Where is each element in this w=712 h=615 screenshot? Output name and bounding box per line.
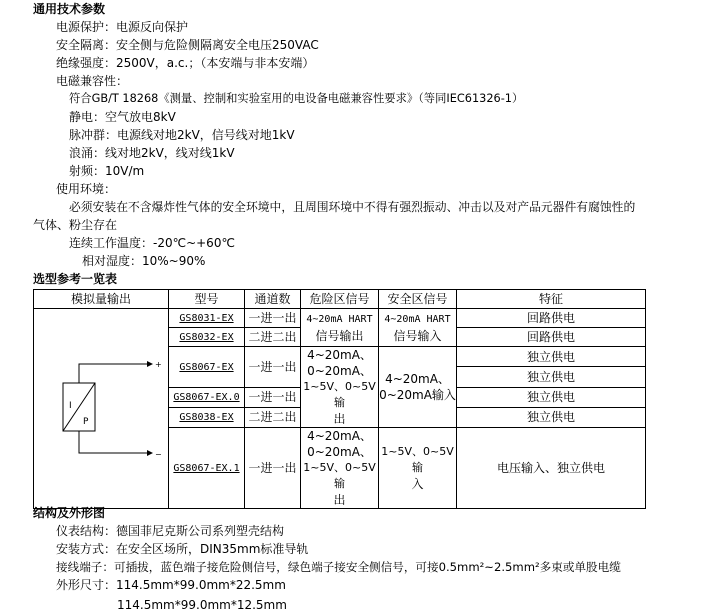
- esd-text: 静电：空气放电8kV: [69, 110, 176, 124]
- feature-cell: 电压输入、独立供电: [457, 428, 646, 509]
- model-link[interactable]: GS8032-EX: [179, 332, 234, 343]
- p-label: P: [82, 417, 88, 427]
- hazard-signal-group2: [301, 347, 379, 428]
- model-link[interactable]: GS8067-EX: [179, 361, 234, 373]
- env-desc-line2: 气体、粉尘存在: [33, 218, 118, 232]
- feature-cell: 独立供电: [457, 367, 646, 387]
- plus-sign: +: [154, 360, 162, 369]
- temperature-text: 连续工作温度：-20℃~+60℃: [69, 236, 235, 250]
- safe-signal-group3: [379, 428, 457, 509]
- model-cell: [169, 407, 245, 427]
- model-link[interactable]: GS8038-EX: [179, 412, 234, 424]
- safe-g1-line1: 4~20mA HART: [384, 313, 451, 325]
- channels-cell: 二进二出: [245, 407, 301, 427]
- hazard-g3-line2: 0~20mA、: [307, 445, 372, 459]
- size-text-1: 外形尺寸：114.5mm*99.0mm*22.5mm: [56, 578, 286, 592]
- channels-cell: 一进一出: [245, 428, 301, 509]
- header-hazard-signal: 危险区信号: [301, 290, 379, 309]
- hazard-signal-group1: [301, 309, 379, 347]
- minus-sign: −: [154, 450, 162, 459]
- section-heading-selection: 选型参考一览表: [33, 272, 118, 286]
- selection-table: [33, 289, 646, 509]
- size-text-2: 114.5mm*99.0mm*12.5mm: [117, 598, 287, 612]
- table-header-row: [34, 290, 646, 309]
- module-diagonal: [63, 383, 95, 431]
- hazard-g2-line1: 4~20mA、: [307, 348, 372, 362]
- model-cell: [169, 387, 245, 407]
- feature-cell: 独立供电: [457, 387, 646, 407]
- model-link[interactable]: GS8067-EX.0: [173, 392, 240, 404]
- i-label: I: [68, 401, 72, 411]
- model-cell: [169, 428, 245, 509]
- burst-text: 脉冲群：电源线对地2kV，信号线对地1kV: [69, 128, 295, 142]
- feature-cell: 回路供电: [457, 328, 646, 347]
- channels-cell: 二进二出: [245, 328, 301, 347]
- power-protection-text: 电源保护：电源反向保护: [56, 20, 189, 34]
- feature-cell: 独立供电: [457, 407, 646, 427]
- hazard-g2-line2: 0~20mA、: [307, 364, 372, 378]
- safe-signal-group2: [379, 347, 457, 428]
- channels-cell: 一进一出: [245, 387, 301, 407]
- model-cell: [169, 309, 245, 328]
- hazard-g3-line4: 出: [333, 493, 346, 507]
- header-model: 型号: [169, 290, 245, 309]
- emc-standard-text: 符合GB/T 18268《测量、控制和实验室用的电设备电磁兼容性要求》（等同IEC61326-1）: [69, 92, 524, 105]
- feature-cell: 独立供电: [457, 347, 646, 367]
- bottom-wire: [79, 431, 147, 453]
- wiring-text: 接线端子：可插拔，蓝色端子接危险侧信号，绿色端子接安全侧信号，可接0.5mm²~2.5mm²多束或单股电缆: [56, 560, 621, 574]
- rf-text: 射频：10V/m: [69, 164, 145, 178]
- wiring-diagram: [35, 309, 168, 504]
- humidity-text: 相对湿度：10%~90%: [82, 254, 206, 268]
- safe-g3-line2: 入: [411, 477, 424, 491]
- env-desc-line1: 必须安装在不含爆炸性气体的安全环境中，且周围环境中不得有强烈振动、冲击以及对产品元器件有腐蚀性的: [69, 200, 636, 214]
- hazard-g1-line2: 信号输出: [315, 328, 364, 343]
- top-wire: [79, 364, 147, 383]
- hazard-g2-line3: 1~5V、0~5V输: [303, 380, 376, 409]
- hazard-signal-group3: [301, 428, 379, 509]
- insulation-text: 绝缘强度：2500V，a.c.；（本安端与非本安端）: [56, 56, 315, 70]
- hazard-g3-line3: 1~5V、0~5V输: [303, 461, 376, 490]
- section-heading-structure: 结构及外形图: [33, 506, 106, 520]
- feature-cell: 回路供电: [457, 309, 646, 328]
- wiring-diagram-cell: [34, 309, 169, 509]
- header-safe-signal: 安全区信号: [379, 290, 457, 309]
- header-feature: 特征: [457, 290, 646, 309]
- housing-text: 仪表结构：德国菲尼克斯公司系列塑壳结构: [56, 524, 285, 538]
- section-heading-general: 通用技术参数: [33, 2, 106, 16]
- top-arrow: [147, 361, 153, 367]
- surge-text: 浪涌：线对地2kV，线对线1kV: [69, 146, 235, 160]
- safe-g1-line2: 信号输入: [393, 328, 442, 343]
- model-link[interactable]: GS8031-EX: [179, 313, 234, 324]
- model-cell: [169, 347, 245, 388]
- channels-cell: 一进一出: [245, 347, 301, 388]
- bottom-arrow: [147, 450, 153, 456]
- safe-g3-line1: 1~5V、0~5V输: [381, 445, 454, 474]
- hazard-g1-line1: 4~20mA HART: [306, 313, 373, 325]
- table-row: [34, 309, 646, 328]
- emc-title: 电磁兼容性：: [56, 74, 129, 88]
- isolation-text: 安全隔离：安全侧与危险侧隔离安全电压250VAC: [56, 38, 319, 52]
- channels-cell: 一进一出: [245, 309, 301, 328]
- hazard-g3-line1: 4~20mA、: [307, 429, 372, 443]
- hazard-g2-line4: 出: [333, 412, 346, 426]
- env-title: 使用环境：: [56, 182, 117, 196]
- install-text: 安装方式：在安全区场所，DIN35mm标准导轨: [56, 542, 309, 556]
- safe-signal-group1: [379, 309, 457, 347]
- model-cell: [169, 328, 245, 347]
- safe-g2-line2: 0~20mA输入: [379, 388, 456, 402]
- header-analog-output: 模拟量输出: [34, 290, 169, 309]
- model-link[interactable]: GS8067-EX.1: [173, 463, 240, 474]
- header-channels: 通道数: [245, 290, 301, 309]
- safe-g2-line1: 4~20mA、: [385, 372, 450, 386]
